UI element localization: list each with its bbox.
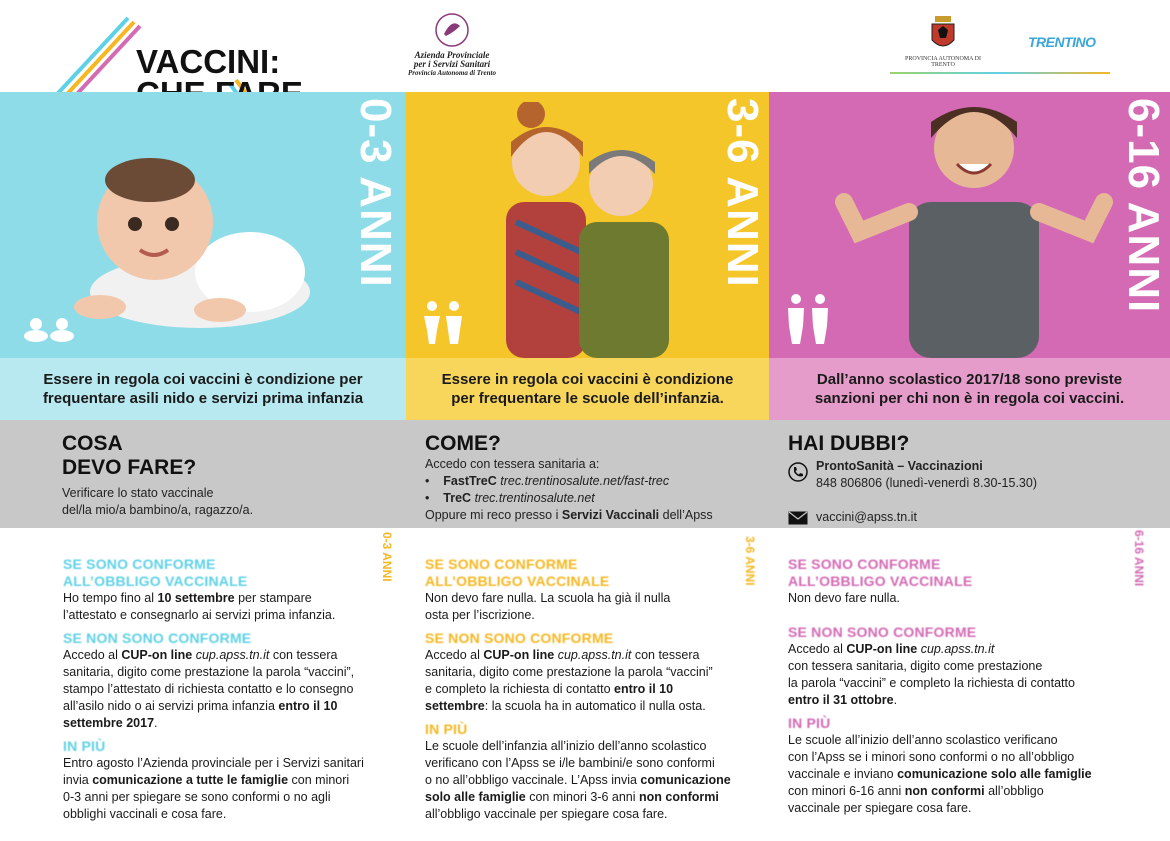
- intro-3-6-line-1: Essere in regola coi vaccini è condizione: [441, 371, 734, 388]
- col2-p3c-pre: o no all’obbligo vaccinale. L’Apss invia: [425, 773, 641, 787]
- come-block: [425, 432, 755, 524]
- come-title: COME?: [425, 432, 501, 455]
- col2-p3-c: [425, 772, 755, 789]
- apss-logo: [404, 12, 500, 78]
- age-label-0-3: 0-3 ANNI: [351, 98, 400, 288]
- col3-p3d-post: all’obbligo: [984, 784, 1044, 798]
- fasttrec-link[interactable]: trec.trentinosalute.net/fast-trec: [500, 474, 670, 488]
- trec-link[interactable]: trec.trentinosalute.net: [474, 491, 595, 505]
- col3-p3d-pre: con minori 6-16 anni: [788, 784, 905, 798]
- phone-icon: [788, 462, 808, 482]
- col3-p3-d: [788, 783, 1133, 800]
- col2-p2-b: sanitaria, digito come prestazione la parola “vaccini”: [425, 665, 713, 679]
- panel-3-6: [406, 92, 769, 358]
- col2-p3d-mid: con minori 3-6 anni: [525, 790, 639, 804]
- col2-p2d-bold: settembre: [425, 699, 485, 713]
- col1-p2d-pre: all’asilo nido o ai servizi prima infanzia: [63, 699, 279, 713]
- come-item-fasttrec: • FastTreC trec.trentinosalute.net/fast-trec: [425, 474, 670, 488]
- col2-p3-a: Le scuole dell’infanzia all’inizio dell’anno scolastico: [425, 739, 707, 753]
- col2-p3d-bold: solo alle famiglie: [425, 790, 526, 804]
- intro-6-16-line-2: sanzioni per chi non è in regola coi vaccini.: [814, 390, 1125, 407]
- intro-6-16: [769, 358, 1170, 420]
- age-label-6-16: 6-16 ANNI: [1119, 98, 1168, 314]
- col2-p2-c: [425, 681, 755, 698]
- col3-p3d-bold: non conformi: [904, 784, 985, 798]
- col3-p3-e: vaccinale per spiegare cosa fare.: [788, 801, 972, 815]
- col2-p2a-post: con tessera: [631, 648, 700, 662]
- col1-p3-a: Entro agosto l’Azienda provinciale per i Servizi sanitari: [63, 756, 364, 770]
- come-outro: [425, 507, 755, 524]
- col2-p1-b: osta per l’iscrizione.: [425, 608, 535, 622]
- col3-cup-link[interactable]: cup.apss.tn.it: [917, 642, 995, 656]
- dubbi-phone[interactable]: 848 806806 (lunedì-venerdì 8.30-15.30): [816, 476, 1037, 490]
- title-line-1: VACCINI:: [136, 43, 281, 80]
- col1-p3b-pre: invia: [63, 773, 93, 787]
- col1-p2e-post: .: [154, 716, 158, 730]
- panel-0-3: [0, 92, 406, 358]
- col2-p2c-pre: e completo la richiesta di contatto: [425, 682, 614, 696]
- col2-h3: IN PIÙ: [425, 721, 468, 737]
- kids-icon: [420, 298, 466, 344]
- cosa-text-1: Verificare lo stato vaccinale: [62, 486, 214, 500]
- come-item-trec: • TreC trec.trentinosalute.net: [425, 491, 595, 505]
- col1-p2-a: [63, 647, 393, 664]
- col-0-3: [63, 556, 393, 823]
- col2-p2d-post: : la scuola ha in automatico il nulla osta.: [484, 699, 706, 713]
- col1-p2-c: stampo l’attestato di richiesta contatto e lo consegno: [63, 682, 354, 696]
- email-icon: [788, 511, 808, 525]
- col-3-6: [425, 556, 755, 823]
- col1-p1a-post: per stampare: [234, 591, 312, 605]
- col1-p3b-post: con minori: [288, 773, 350, 787]
- col2-p3-d: [425, 789, 755, 806]
- col2-p2c-bold: entro il 10: [614, 682, 674, 696]
- col3-p3c-bold: comunicazione solo alle famiglie: [897, 767, 1092, 781]
- cosa-text-2: del/la mio/a bambino/a, ragazzo/a.: [62, 503, 254, 517]
- trec-label: TreC: [443, 491, 472, 505]
- col3-p3c-pre: vaccinale e inviano: [788, 767, 898, 781]
- col1-p2d-bold: entro il 10: [278, 699, 338, 713]
- col1-p1-a: [63, 590, 393, 607]
- intro-3-6: [406, 358, 769, 420]
- dubbi-email[interactable]: vaccini@apss.tn.it: [816, 510, 917, 524]
- apss-line-2: per i Servizi Sanitari: [413, 59, 491, 69]
- col1-h2: SE NON SONO CONFORME: [63, 630, 252, 646]
- col2-p3-e: all’obbligo vaccinale per spiegare cosa fare.: [425, 807, 668, 821]
- apss-line-3: Provincia Autonoma di Trento: [408, 69, 496, 77]
- side-label-6-16: 6-16 ANNI: [1132, 530, 1146, 587]
- col1-p2-d: [63, 698, 393, 715]
- cosa-title-1: COSA: [62, 432, 123, 455]
- col1-p2-e: [63, 715, 393, 732]
- col2-p2a-pre: Accedo al: [425, 648, 484, 662]
- fasttrec-label: FastTreC: [443, 474, 497, 488]
- intro-0-3-line-1: Essere in regola coi vaccini è condizione per: [43, 371, 363, 388]
- teen-illustration: [829, 92, 1119, 358]
- col3-p2d-post: .: [893, 693, 898, 707]
- col1-h3: IN PIÙ: [63, 738, 106, 754]
- baby-illustration: [70, 132, 310, 342]
- col2-p3d-bold2: non conformi: [639, 790, 719, 804]
- apss-line-1: Azienda Provinciale: [414, 50, 490, 60]
- col3-h1-b: ALL’OBBLIGO VACCINALE: [788, 573, 973, 589]
- col3-p2-d: [788, 692, 1133, 709]
- col2-h2: SE NON SONO CONFORME: [425, 630, 614, 646]
- col3-h3: IN PIÙ: [788, 715, 831, 731]
- apss-emblem-icon: [434, 12, 470, 48]
- col3-p2d-bold: entro il 31 ottobre: [788, 693, 894, 707]
- age-label-3-6: 3-6 ANNI: [718, 98, 767, 288]
- side-label-3-6: 3-6 ANNI: [743, 536, 757, 586]
- col3-p2-a: [788, 641, 1133, 658]
- panel-6-16: [769, 92, 1170, 358]
- come-outro-bold: Servizi Vaccinali: [561, 508, 660, 522]
- info-band: [0, 420, 1170, 528]
- col2-p2-d: [425, 698, 755, 715]
- header-rule: [890, 72, 1110, 74]
- dubbi-block: [788, 432, 1148, 524]
- province-label: PROVINCIA AUTONOMA DI TRENTO: [905, 56, 981, 68]
- trentino-logo: TRENTINO: [1028, 34, 1096, 50]
- province-crest-icon: [929, 14, 957, 54]
- col1-p1a-bold: 10 settembre: [157, 591, 235, 605]
- col2-p1-a: Non devo fare nulla. La scuola ha già il nulla: [425, 591, 671, 605]
- col3-p3-a: Le scuole all’inizio dell’anno scolastico verificano: [788, 733, 1058, 747]
- toddlers-icon: [22, 316, 78, 342]
- col2-h1-a: SE SONO CONFORME: [425, 556, 578, 572]
- side-label-0-3: 0-3 ANNI: [380, 532, 394, 582]
- col3-p2a-bold: CUP-on line: [846, 642, 918, 656]
- col1-p2a-pre: Accedo al: [63, 648, 122, 662]
- col3-p3-c: [788, 766, 1133, 783]
- col1-p2a-post: con tessera: [269, 648, 338, 662]
- col3-p2a-pre: Accedo al: [788, 642, 847, 656]
- col2-p2a-bold: CUP-on line: [483, 648, 555, 662]
- col1-p2a-bold: CUP-on line: [121, 648, 193, 662]
- come-outro-post: dell’Apss: [659, 508, 713, 522]
- teens-icon: [783, 292, 833, 344]
- col1-p3-b: [63, 772, 393, 789]
- col1-p2e-bold: settembre 2017: [63, 716, 155, 730]
- col2-cup-link[interactable]: cup.apss.tn.it: [554, 648, 632, 662]
- col1-p1-b: l’attestato e consegnarlo ai servizi prima infanzia.: [63, 608, 336, 622]
- col3-p2-b: con tessera sanitaria, digito come prestazione: [788, 659, 1043, 673]
- col1-p3-d: obblighi vaccinali e cosa fare.: [63, 807, 227, 821]
- col1-p1a-pre: Ho tempo fino al: [63, 591, 158, 605]
- col3-p1-a: Non devo fare nulla.: [788, 591, 900, 605]
- intro-3-6-line-2: per frequentare le scuole dell’infanzia.: [451, 390, 724, 407]
- col1-p3b-bold: comunicazione a tutte le famiglie: [92, 773, 289, 787]
- dubbi-title: HAI DUBBI?: [788, 432, 910, 455]
- col2-p3-b: verificano con l’Apss se i/le bambini/e sono conformi: [425, 756, 715, 770]
- col3-p3-b: con l’Apss se i minori sono conformi o no all’obbligo: [788, 750, 1075, 764]
- col1-p2-b: sanitaria, digito come prestazione la parola “vaccini”,: [63, 665, 355, 679]
- province-logo: [893, 14, 993, 68]
- col1-h1-b: ALL’OBBLIGO VACCINALE: [63, 573, 248, 589]
- intro-0-3-line-2: frequentare asili nido e servizi prima infanzia: [42, 390, 364, 407]
- intro-0-3: [0, 358, 406, 420]
- col2-p2-a: [425, 647, 755, 664]
- col3-p2-c: la parola “vaccini” e completo la richiesta di contatto: [788, 676, 1075, 690]
- dubbi-phone-title: ProntoSanità – Vaccinazioni: [816, 459, 983, 473]
- col2-h1-b: ALL’OBBLIGO VACCINALE: [425, 573, 610, 589]
- cosa-block: [62, 432, 362, 519]
- come-outro-pre: Oppure mi reco presso i: [425, 508, 562, 522]
- come-intro: Accedo con tessera sanitaria a:: [425, 457, 600, 471]
- col3-h2: SE NON SONO CONFORME: [788, 624, 977, 640]
- col1-p3-c: 0-3 anni per spiegare se sono conformi o no agli: [63, 790, 331, 804]
- children-illustration: [461, 102, 701, 358]
- intro-6-16-line-1: Dall’anno scolastico 2017/18 sono previste: [816, 371, 1123, 388]
- col1-h1-a: SE SONO CONFORME: [63, 556, 216, 572]
- col-6-16: [788, 556, 1133, 817]
- cosa-title-2: DEVO FARE?: [62, 456, 197, 479]
- col3-h1-a: SE SONO CONFORME: [788, 556, 941, 572]
- col2-p3c-bold: comunicazione: [640, 773, 731, 787]
- col1-cup-link[interactable]: cup.apss.tn.it: [192, 648, 270, 662]
